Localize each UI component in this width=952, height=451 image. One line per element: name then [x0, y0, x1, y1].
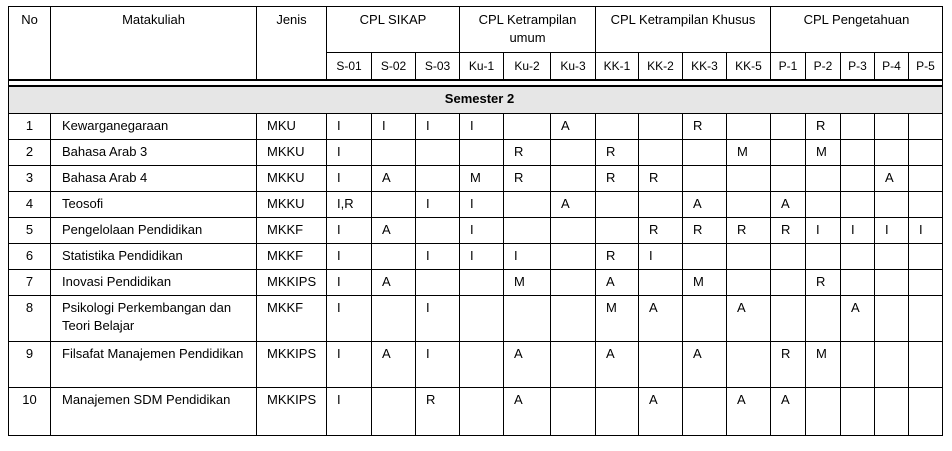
cpl-cell: R	[504, 165, 551, 191]
cpl-cell	[551, 217, 596, 243]
course-type: MKKF	[257, 243, 327, 269]
course-name: Kewarganegaraan	[51, 113, 257, 139]
cpl-cell	[841, 243, 875, 269]
header-group-0: CPL SIKAP	[327, 7, 460, 53]
course-type: MKKIPS	[257, 269, 327, 295]
cpl-cell: R	[596, 243, 639, 269]
cpl-cell	[806, 243, 841, 269]
cpl-cell: A	[727, 295, 771, 341]
cpl-cell	[460, 269, 504, 295]
course-name: Filsafat Manajemen Pendidikan	[51, 341, 257, 387]
cpl-cell	[639, 191, 683, 217]
semester-label: Semester 2	[9, 86, 943, 114]
course-type: MKKU	[257, 165, 327, 191]
cpl-cell	[504, 191, 551, 217]
cpl-cell	[372, 243, 416, 269]
cpl-cell	[771, 165, 806, 191]
cpl-cell: I	[327, 217, 372, 243]
cpl-cell	[683, 139, 727, 165]
cpl-cell	[460, 341, 504, 387]
cpl-cell	[727, 113, 771, 139]
header-group-3: CPL Pengetahuan	[771, 7, 943, 53]
cpl-cell	[596, 113, 639, 139]
header-code: P-4	[875, 53, 909, 80]
course-name: Pengelolaan Pendidikan	[51, 217, 257, 243]
cpl-cell: A	[551, 113, 596, 139]
header-code: P-1	[771, 53, 806, 80]
cpl-cell	[551, 165, 596, 191]
cpl-cell: I	[327, 139, 372, 165]
cpl-cell	[841, 387, 875, 435]
cpl-cell: A	[771, 387, 806, 435]
row-number: 4	[9, 191, 51, 217]
cpl-cell	[416, 269, 460, 295]
cpl-cell: I	[327, 341, 372, 387]
header-matakuliah: Matakuliah	[51, 7, 257, 80]
cpl-cell	[551, 269, 596, 295]
cpl-cell	[504, 113, 551, 139]
cpl-table-container	[8, 6, 943, 436]
cpl-cell: A	[639, 295, 683, 341]
cpl-cell: A	[683, 341, 727, 387]
header-code: S-02	[372, 53, 416, 80]
cpl-cell: R	[639, 217, 683, 243]
table-header	[9, 7, 943, 80]
cpl-cell: I	[327, 113, 372, 139]
cpl-cell	[416, 217, 460, 243]
cpl-cell	[596, 387, 639, 435]
header-code: KK-2	[639, 53, 683, 80]
cpl-cell: I	[327, 295, 372, 341]
cpl-cell: R	[771, 341, 806, 387]
cpl-cell	[909, 269, 943, 295]
cpl-cell	[372, 139, 416, 165]
cpl-cell: I	[416, 295, 460, 341]
cpl-cell: R	[596, 139, 639, 165]
course-name: Teosofi	[51, 191, 257, 217]
row-number: 1	[9, 113, 51, 139]
cpl-cell	[551, 387, 596, 435]
header-code: P-3	[841, 53, 875, 80]
cpl-cell	[551, 139, 596, 165]
cpl-cell	[806, 191, 841, 217]
header-code: Ku-1	[460, 53, 504, 80]
cpl-cell: A	[551, 191, 596, 217]
course-type: MKKIPS	[257, 387, 327, 435]
cpl-cell	[639, 113, 683, 139]
cpl-cell: I	[327, 165, 372, 191]
cpl-cell	[727, 243, 771, 269]
cpl-cell: I	[327, 387, 372, 435]
cpl-cell: A	[372, 269, 416, 295]
cpl-cell	[909, 139, 943, 165]
course-name: Psikologi Perkembangan dan Teori Belajar	[51, 295, 257, 341]
cpl-cell	[504, 217, 551, 243]
cpl-cell: I	[327, 243, 372, 269]
header-code: P-5	[909, 53, 943, 80]
cpl-cell: R	[639, 165, 683, 191]
cpl-cell: R	[771, 217, 806, 243]
cpl-cell	[727, 269, 771, 295]
header-jenis: Jenis	[257, 7, 327, 80]
cpl-cell: R	[727, 217, 771, 243]
cpl-cell: A	[639, 387, 683, 435]
header-group-1: CPL Ketrampilan umum	[460, 7, 596, 53]
cpl-cell	[841, 139, 875, 165]
semester-row	[9, 86, 943, 114]
cpl-cell: R	[416, 387, 460, 435]
cpl-matrix-table	[8, 6, 943, 436]
cpl-cell: M	[596, 295, 639, 341]
cpl-cell	[683, 165, 727, 191]
course-type: MKKIPS	[257, 341, 327, 387]
header-group-2: CPL Ketrampilan Khusus	[596, 7, 771, 53]
header-code: KK-3	[683, 53, 727, 80]
cpl-cell	[551, 243, 596, 269]
course-name: Bahasa Arab 3	[51, 139, 257, 165]
cpl-cell	[683, 295, 727, 341]
cpl-cell	[875, 341, 909, 387]
cpl-cell: A	[596, 341, 639, 387]
cpl-cell	[596, 191, 639, 217]
row-number: 2	[9, 139, 51, 165]
cpl-cell	[909, 191, 943, 217]
cpl-cell	[909, 341, 943, 387]
cpl-cell	[841, 269, 875, 295]
cpl-cell: M	[504, 269, 551, 295]
cpl-cell	[841, 165, 875, 191]
cpl-cell	[909, 387, 943, 435]
cpl-cell: I	[460, 191, 504, 217]
cpl-cell	[727, 165, 771, 191]
cpl-cell: M	[806, 341, 841, 387]
cpl-cell	[875, 113, 909, 139]
table-row	[9, 191, 943, 217]
cpl-cell	[841, 191, 875, 217]
cpl-cell: I	[460, 113, 504, 139]
cpl-cell: I	[460, 217, 504, 243]
cpl-cell	[806, 165, 841, 191]
table-row	[9, 341, 943, 387]
cpl-cell	[875, 243, 909, 269]
cpl-cell	[639, 269, 683, 295]
cpl-cell	[909, 243, 943, 269]
header-code: Ku-2	[504, 53, 551, 80]
cpl-cell	[639, 341, 683, 387]
cpl-cell	[841, 113, 875, 139]
cpl-cell	[460, 139, 504, 165]
cpl-cell: I	[875, 217, 909, 243]
header-code: S-01	[327, 53, 372, 80]
cpl-cell	[806, 295, 841, 341]
row-number: 3	[9, 165, 51, 191]
header-code: KK-5	[727, 53, 771, 80]
cpl-cell	[416, 165, 460, 191]
cpl-cell	[875, 191, 909, 217]
cpl-cell: I	[841, 217, 875, 243]
cpl-cell	[771, 139, 806, 165]
cpl-cell: I,R	[327, 191, 372, 217]
cpl-cell: A	[372, 341, 416, 387]
cpl-cell: A	[683, 191, 727, 217]
cpl-cell: A	[596, 269, 639, 295]
course-type: MKKU	[257, 191, 327, 217]
cpl-cell	[841, 341, 875, 387]
table-row	[9, 387, 943, 435]
cpl-cell	[875, 387, 909, 435]
cpl-cell: I	[504, 243, 551, 269]
course-name: Statistika Pendidikan	[51, 243, 257, 269]
cpl-cell	[806, 387, 841, 435]
cpl-cell	[460, 387, 504, 435]
header-code: S-03	[416, 53, 460, 80]
course-type: MKU	[257, 113, 327, 139]
cpl-cell: R	[504, 139, 551, 165]
cpl-cell: I	[416, 113, 460, 139]
cpl-cell: I	[416, 191, 460, 217]
cpl-cell: I	[639, 243, 683, 269]
cpl-cell: M	[460, 165, 504, 191]
cpl-cell: M	[683, 269, 727, 295]
cpl-cell: I	[416, 243, 460, 269]
cpl-cell	[771, 269, 806, 295]
table-row	[9, 243, 943, 269]
course-name: Bahasa Arab 4	[51, 165, 257, 191]
cpl-cell: R	[596, 165, 639, 191]
cpl-cell: I	[416, 341, 460, 387]
course-type: MKKF	[257, 295, 327, 341]
cpl-cell: A	[727, 387, 771, 435]
cpl-cell: A	[771, 191, 806, 217]
cpl-cell	[551, 341, 596, 387]
cpl-cell	[639, 139, 683, 165]
cpl-cell	[771, 113, 806, 139]
table-row	[9, 217, 943, 243]
header-code: KK-1	[596, 53, 639, 80]
cpl-cell	[727, 341, 771, 387]
cpl-cell: R	[683, 217, 727, 243]
cpl-cell	[875, 295, 909, 341]
cpl-cell	[771, 243, 806, 269]
table-body	[9, 80, 943, 436]
cpl-cell	[909, 295, 943, 341]
course-name: Manajemen SDM Pendidikan	[51, 387, 257, 435]
table-row	[9, 165, 943, 191]
row-number: 5	[9, 217, 51, 243]
table-row	[9, 113, 943, 139]
cpl-cell: I	[372, 113, 416, 139]
cpl-cell: A	[841, 295, 875, 341]
row-number: 10	[9, 387, 51, 435]
cpl-cell	[771, 295, 806, 341]
course-type: MKKF	[257, 217, 327, 243]
row-number: 6	[9, 243, 51, 269]
cpl-cell: A	[372, 217, 416, 243]
cpl-cell: A	[372, 165, 416, 191]
cpl-cell	[551, 295, 596, 341]
cpl-cell: M	[806, 139, 841, 165]
cpl-cell	[683, 243, 727, 269]
cpl-cell: R	[806, 113, 841, 139]
header-code: Ku-3	[551, 53, 596, 80]
cpl-cell: R	[806, 269, 841, 295]
cpl-cell	[504, 295, 551, 341]
cpl-cell: M	[727, 139, 771, 165]
cpl-cell: I	[460, 243, 504, 269]
cpl-cell	[372, 191, 416, 217]
cpl-cell: A	[504, 387, 551, 435]
cpl-cell: R	[683, 113, 727, 139]
cpl-cell: I	[909, 217, 943, 243]
cpl-cell: I	[327, 269, 372, 295]
cpl-cell	[683, 387, 727, 435]
cpl-cell	[416, 139, 460, 165]
cpl-cell: A	[504, 341, 551, 387]
course-type: MKKU	[257, 139, 327, 165]
cpl-cell	[875, 139, 909, 165]
header-code: P-2	[806, 53, 841, 80]
row-number: 9	[9, 341, 51, 387]
header-no: No	[9, 7, 51, 80]
table-row	[9, 269, 943, 295]
cpl-cell	[727, 191, 771, 217]
table-row	[9, 139, 943, 165]
cpl-cell: I	[806, 217, 841, 243]
table-row	[9, 295, 943, 341]
cpl-cell	[372, 387, 416, 435]
cpl-cell	[460, 295, 504, 341]
cpl-cell	[909, 165, 943, 191]
cpl-cell	[909, 113, 943, 139]
row-number: 7	[9, 269, 51, 295]
course-name: Inovasi Pendidikan	[51, 269, 257, 295]
row-number: 8	[9, 295, 51, 341]
cpl-cell	[875, 269, 909, 295]
cpl-cell	[372, 295, 416, 341]
cpl-cell	[596, 217, 639, 243]
cpl-cell: A	[875, 165, 909, 191]
